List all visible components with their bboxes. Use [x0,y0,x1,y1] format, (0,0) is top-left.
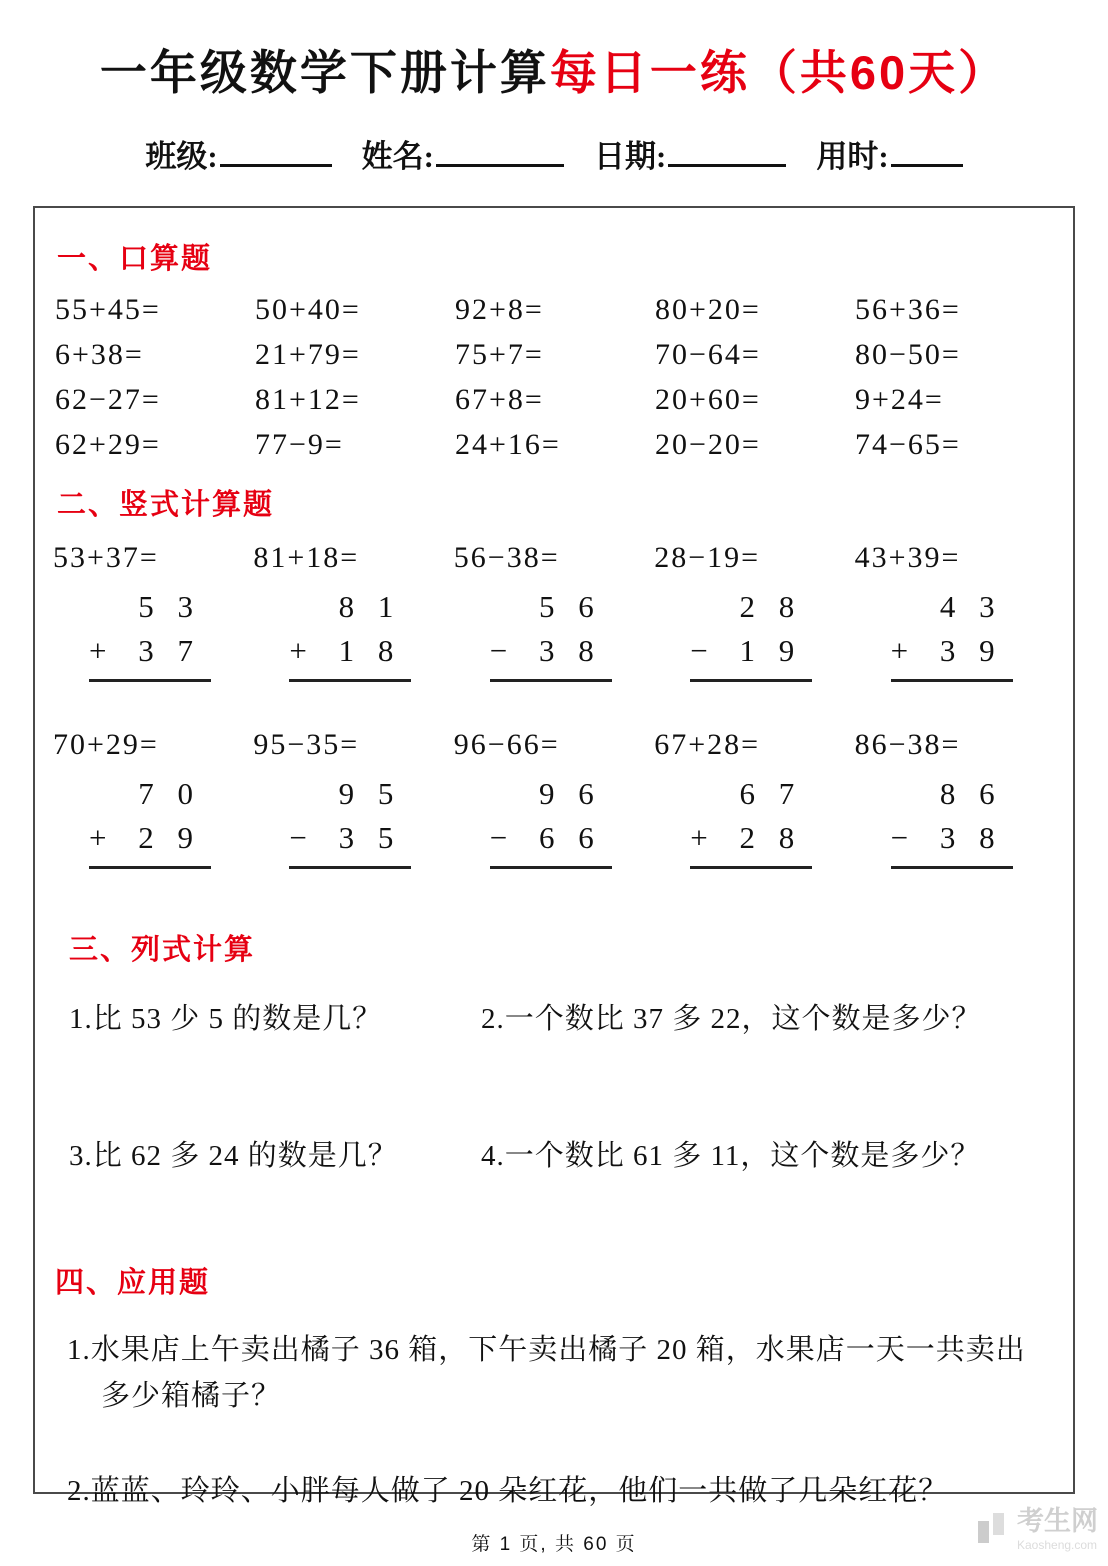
field-date [594,131,786,176]
oral-problem: 20+60= [655,383,761,416]
operator-sign: − [489,633,508,668]
vertical-problem-equation: 67+28= [654,728,761,761]
vertical-problem-workspace [289,589,411,682]
vertical-problem-equation: 95−35= [253,728,360,761]
vertical-problem-workspace [690,589,812,682]
field-time-label: 用时: [816,139,889,174]
section-oral-heading: 一、口算题 [57,243,213,275]
oral-problem: 24+16= [455,428,561,461]
vertical-problem-workspace [690,776,812,869]
page-title [10,36,1098,103]
oral-problem: 77−9= [255,428,344,461]
field-date-blank-line [668,138,786,167]
operator-sign: + [690,820,708,855]
expression-problems-row [69,1133,1055,1174]
vertical-bottom-row [289,631,411,682]
vertical-problem [253,728,453,869]
field-time [816,131,962,176]
expression-problems-row [69,996,1055,1037]
expression-problem: 3.比 62 多 24 的数是几？ [69,1140,398,1172]
vertical-top-number: 2 8 [739,589,803,624]
operator-sign: − [489,820,508,855]
watermark [976,1508,1098,1552]
vertical-bottom-number: 3 8 [539,633,602,668]
vertical-problem-workspace [89,776,211,869]
expression-problem: 4.一个数比 61 多 11，这个数是多少？ [481,1140,981,1172]
word-problem: 1.水果店上午卖出橘子 36 箱，下午卖出橘子 20 箱，水果店一天一共卖出多少箱橘子？ [67,1334,1026,1413]
vertical-problem [654,728,854,869]
oral-problem: 20−20= [655,428,761,461]
title-black-part: 一年级数学下册计算 [99,46,550,99]
oral-problem: 92+8= [455,293,544,326]
oral-problem: 75+7= [455,338,544,371]
page-number-text: 第 1 页, 共 60 页 [471,1534,637,1555]
oral-problem: 9+24= [855,383,944,416]
operator-sign: + [289,633,307,668]
operator-sign: + [89,633,107,668]
expression-problem: 2.一个数比 37 多 22，这个数是多少？ [481,1003,982,1035]
vertical-top-number: 5 6 [539,589,602,624]
vertical-bottom-number: 6 6 [539,820,602,855]
oral-problem: 50+40= [255,293,361,326]
vertical-problem-equation: 43+39= [854,541,961,574]
vertical-bottom-number: 2 9 [138,820,201,855]
vertical-problem-equation: 70+29= [53,728,159,761]
vertical-problem-workspace [490,776,612,869]
oral-problem: 67+8= [455,383,544,416]
vertical-problem-equation: 56−38= [453,541,560,574]
vertical-problem-equation: 53+37= [53,541,159,574]
vertical-bottom-number: 1 9 [739,633,803,668]
vertical-bottom-row [690,818,812,869]
vertical-bottom-row [89,631,211,682]
vertical-problem [53,541,253,682]
vertical-top-number: 6 7 [739,776,803,811]
vertical-problem-equation: 96−66= [453,728,560,761]
oral-problem: 6+38= [55,338,144,371]
vertical-bottom-row [289,818,411,869]
field-class [145,131,331,176]
watermark-text [1017,1508,1098,1552]
vertical-problem [454,728,654,869]
vertical-bottom-number: 3 5 [338,820,402,855]
oral-problem: 62+29= [55,428,161,461]
vertical-bottom-number: 2 8 [739,820,803,855]
vertical-bottom-number: 3 9 [939,633,1003,668]
vertical-bottom-number: 3 8 [939,820,1003,855]
expression-problem: 1.比 53 少 5 的数是几？ [69,1003,383,1035]
vertical-problem [53,728,253,869]
student-info-row [0,131,1108,176]
vertical-problem [855,728,1055,869]
vertical-problem-workspace [289,776,411,869]
field-time-blank-line [891,138,963,167]
vertical-problem-equation: 81+18= [253,541,360,574]
field-name [362,131,564,176]
page-footer [0,1529,1108,1556]
vertical-bottom-row [490,631,612,682]
oral-problem: 80+20= [655,293,761,326]
vertical-problem-equation: 86−38= [854,728,961,761]
vertical-top-number: 7 0 [138,776,201,811]
oral-problem: 70−64= [655,338,761,371]
field-class-blank-line [220,138,332,167]
section-expression-heading: 三、列式计算 [69,934,256,966]
vertical-problem-workspace [891,589,1013,682]
operator-sign: + [89,820,107,855]
vertical-bottom-row [89,818,211,869]
vertical-bottom-number: 1 8 [338,633,402,668]
operator-sign: + [890,633,909,668]
oral-problem: 80−50= [855,338,961,371]
operator-sign: − [890,820,909,855]
field-class-label: 班级: [145,139,218,174]
oral-problem: 21+79= [255,338,361,371]
vertical-top-number: 5 3 [138,589,201,624]
section-vertical-heading: 二、竖式计算题 [57,489,275,521]
kaosheng-logo-icon [976,1511,1010,1550]
field-date-label: 日期: [594,139,667,174]
watermark-name: 考生网 [1017,1506,1098,1536]
vertical-top-number: 9 5 [338,776,402,811]
operator-sign: − [289,820,307,855]
vertical-top-number: 8 6 [939,776,1003,811]
worksheet-body [33,206,1075,1507]
oral-problem: 55+45= [55,293,161,326]
vertical-problem [454,541,654,682]
vertical-problem-workspace [89,589,211,682]
vertical-bottom-number: 3 7 [138,633,201,668]
vertical-bottom-row [891,631,1013,682]
vertical-problem [253,541,453,682]
vertical-problem [654,541,854,682]
field-name-blank-line [436,138,564,167]
vertical-problem-workspace [490,589,612,682]
oral-problem: 74−65= [855,428,961,461]
vertical-problems-row [53,541,1055,682]
vertical-bottom-row [690,631,812,682]
vertical-top-number: 4 3 [939,589,1003,624]
vertical-bottom-row [891,818,1013,869]
oral-problems-grid [55,293,1055,462]
vertical-problem-workspace [891,776,1013,869]
operator-sign: − [690,633,708,668]
title-red-part: 每日一练（共60天） [549,46,1009,99]
field-name-label: 姓名: [361,139,434,174]
vertical-problem-equation: 28−19= [654,541,761,574]
oral-problem: 56+36= [855,293,961,326]
vertical-top-number: 8 1 [338,589,402,624]
vertical-bottom-row [490,818,612,869]
section-word-heading: 四、应用题 [55,1267,211,1299]
vertical-problem [855,541,1055,682]
word-problem: 2.蓝蓝、玲玲、小胖每人做了 20 朵红花，他们一共做了几朵红花？ [67,1474,949,1507]
watermark-domain: Kaosheng.com [1017,1538,1098,1552]
oral-problem: 81+12= [255,383,361,416]
vertical-top-number: 9 6 [539,776,602,811]
vertical-problems-row [53,728,1055,869]
oral-problem: 62−27= [55,383,161,416]
